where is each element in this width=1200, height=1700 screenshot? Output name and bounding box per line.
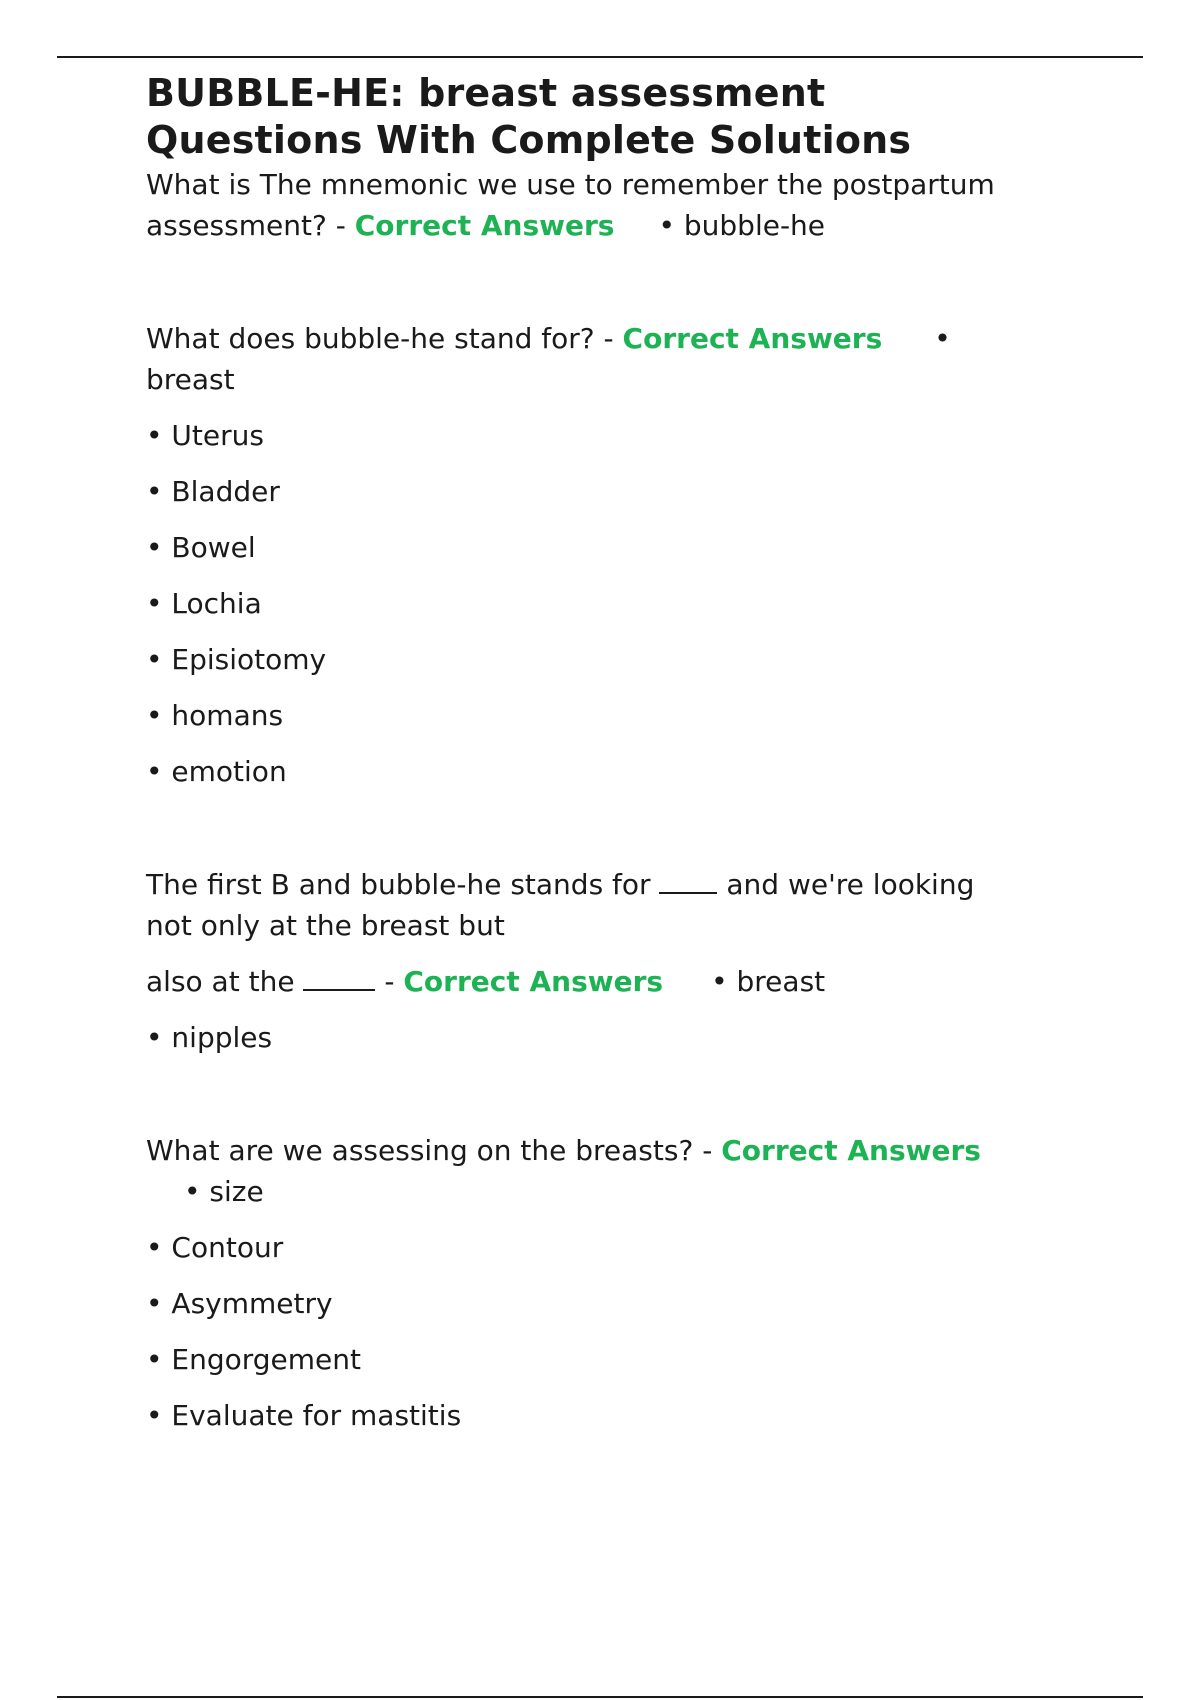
- question-2: [146, 318, 1106, 400]
- correct-answers-label: Correct Answers: [721, 1134, 981, 1167]
- list-item: • emotion: [146, 755, 287, 788]
- answer-2-first: breast: [146, 363, 235, 396]
- title-line-1: BUBBLE-HE: breast assessment: [146, 71, 826, 115]
- list-item: • Bladder: [146, 475, 280, 508]
- question-1-line-1: What is The mnemonic we use to remember the postpartum: [146, 168, 995, 201]
- list-item: • Evaluate for mastitis: [146, 1399, 462, 1432]
- question-3-line-3-start: also at the: [146, 965, 304, 998]
- qa-block-3: [146, 864, 1106, 1058]
- question-2-text: What does bubble-he stand for? -: [146, 322, 623, 355]
- list-item: • Episiotomy: [146, 643, 327, 676]
- list-item: • Asymmetry: [146, 1287, 333, 1320]
- qa-block-1: [146, 164, 1106, 246]
- answer-3: • breast: [711, 965, 826, 998]
- list-item: • Bowel: [146, 531, 256, 564]
- question-3: [146, 864, 1106, 946]
- list-item: • Engorgement: [146, 1343, 362, 1376]
- fill-in-blank: [659, 870, 717, 894]
- question-1: [146, 164, 1106, 246]
- answer-1: • bubble-he: [658, 209, 826, 242]
- question-3-line-2: not only at the breast but: [146, 909, 505, 942]
- question-3-line-1-end: and we're looking: [717, 868, 975, 901]
- answer-2-bullet: •: [934, 322, 951, 355]
- question-3-continued: [146, 961, 1106, 1002]
- list-item: • nipples: [146, 1021, 273, 1054]
- correct-answers-label: Correct Answers: [354, 209, 615, 242]
- question-1-line-2: assessment? -: [146, 209, 355, 242]
- answer-4-first: • size: [184, 1175, 264, 1208]
- question-4: [146, 1130, 1106, 1212]
- top-rule: [57, 56, 1143, 58]
- question-3-line-1-start: The first B and bubble-he stands for: [146, 868, 660, 901]
- document-body: [146, 70, 1106, 1436]
- list-item: • Lochia: [146, 587, 262, 620]
- title-line-2: Questions With Complete Solutions: [146, 118, 912, 162]
- qa-block-4: [146, 1130, 1106, 1436]
- bottom-rule: [57, 1696, 1143, 1698]
- correct-answers-label: Correct Answers: [403, 965, 664, 998]
- qa-block-2: [146, 318, 1106, 792]
- list-item: • homans: [146, 699, 284, 732]
- list-item: • Contour: [146, 1231, 284, 1264]
- question-4-text: What are we assessing on the breasts? -: [146, 1134, 722, 1167]
- correct-answers-label: Correct Answers: [622, 322, 883, 355]
- page-title: [146, 70, 1106, 164]
- fill-in-blank: [303, 967, 375, 991]
- question-3-dash: -: [375, 965, 404, 998]
- list-item: • Uterus: [146, 419, 264, 452]
